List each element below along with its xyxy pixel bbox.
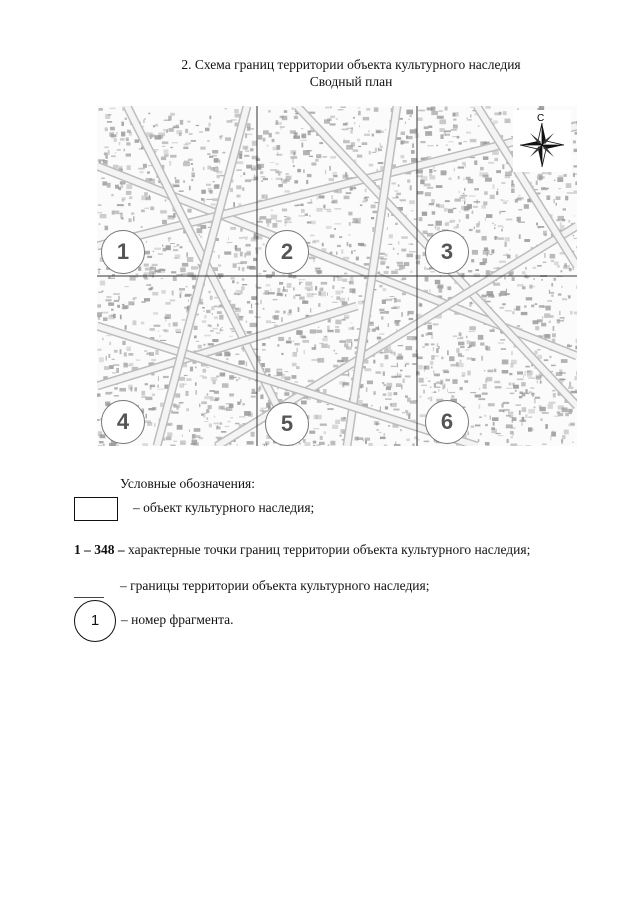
compass-north-label: С	[537, 113, 545, 124]
legend-object-symbol	[74, 497, 118, 521]
fragment-marker-3[interactable]: 3	[425, 230, 469, 274]
fragment-marker-4[interactable]: 4	[101, 400, 145, 444]
fragment-marker-5[interactable]: 5	[265, 402, 309, 446]
fragment-marker-2[interactable]: 2	[265, 230, 309, 274]
legend-points-range: 1 – 348 –	[74, 542, 125, 557]
legend-boundary-text: – границы территории объекта культурного наследия;	[120, 578, 430, 593]
legend-fragment-symbol: 1	[74, 600, 116, 642]
compass-rose-icon	[513, 110, 571, 172]
legend-points-row	[74, 542, 530, 558]
page-title: 2. Схема границ территории объекта культурного наследия	[181, 57, 521, 72]
page-subtitle: Сводный план	[309, 74, 393, 89]
summary-map	[97, 106, 577, 446]
legend-points-text: характерные точки границ территории объекта культурного наследия;	[128, 542, 531, 557]
legend-boundary-symbol	[74, 597, 104, 598]
legend-fragment-text: – номер фрагмента.	[121, 612, 234, 627]
legend-heading: Условные обозначения:	[120, 476, 256, 491]
fragment-marker-6[interactable]: 6	[425, 400, 469, 444]
map-texture	[97, 106, 577, 446]
fragment-marker-1[interactable]: 1	[101, 230, 145, 274]
legend-object-text: – объект культурного наследия;	[133, 500, 315, 515]
